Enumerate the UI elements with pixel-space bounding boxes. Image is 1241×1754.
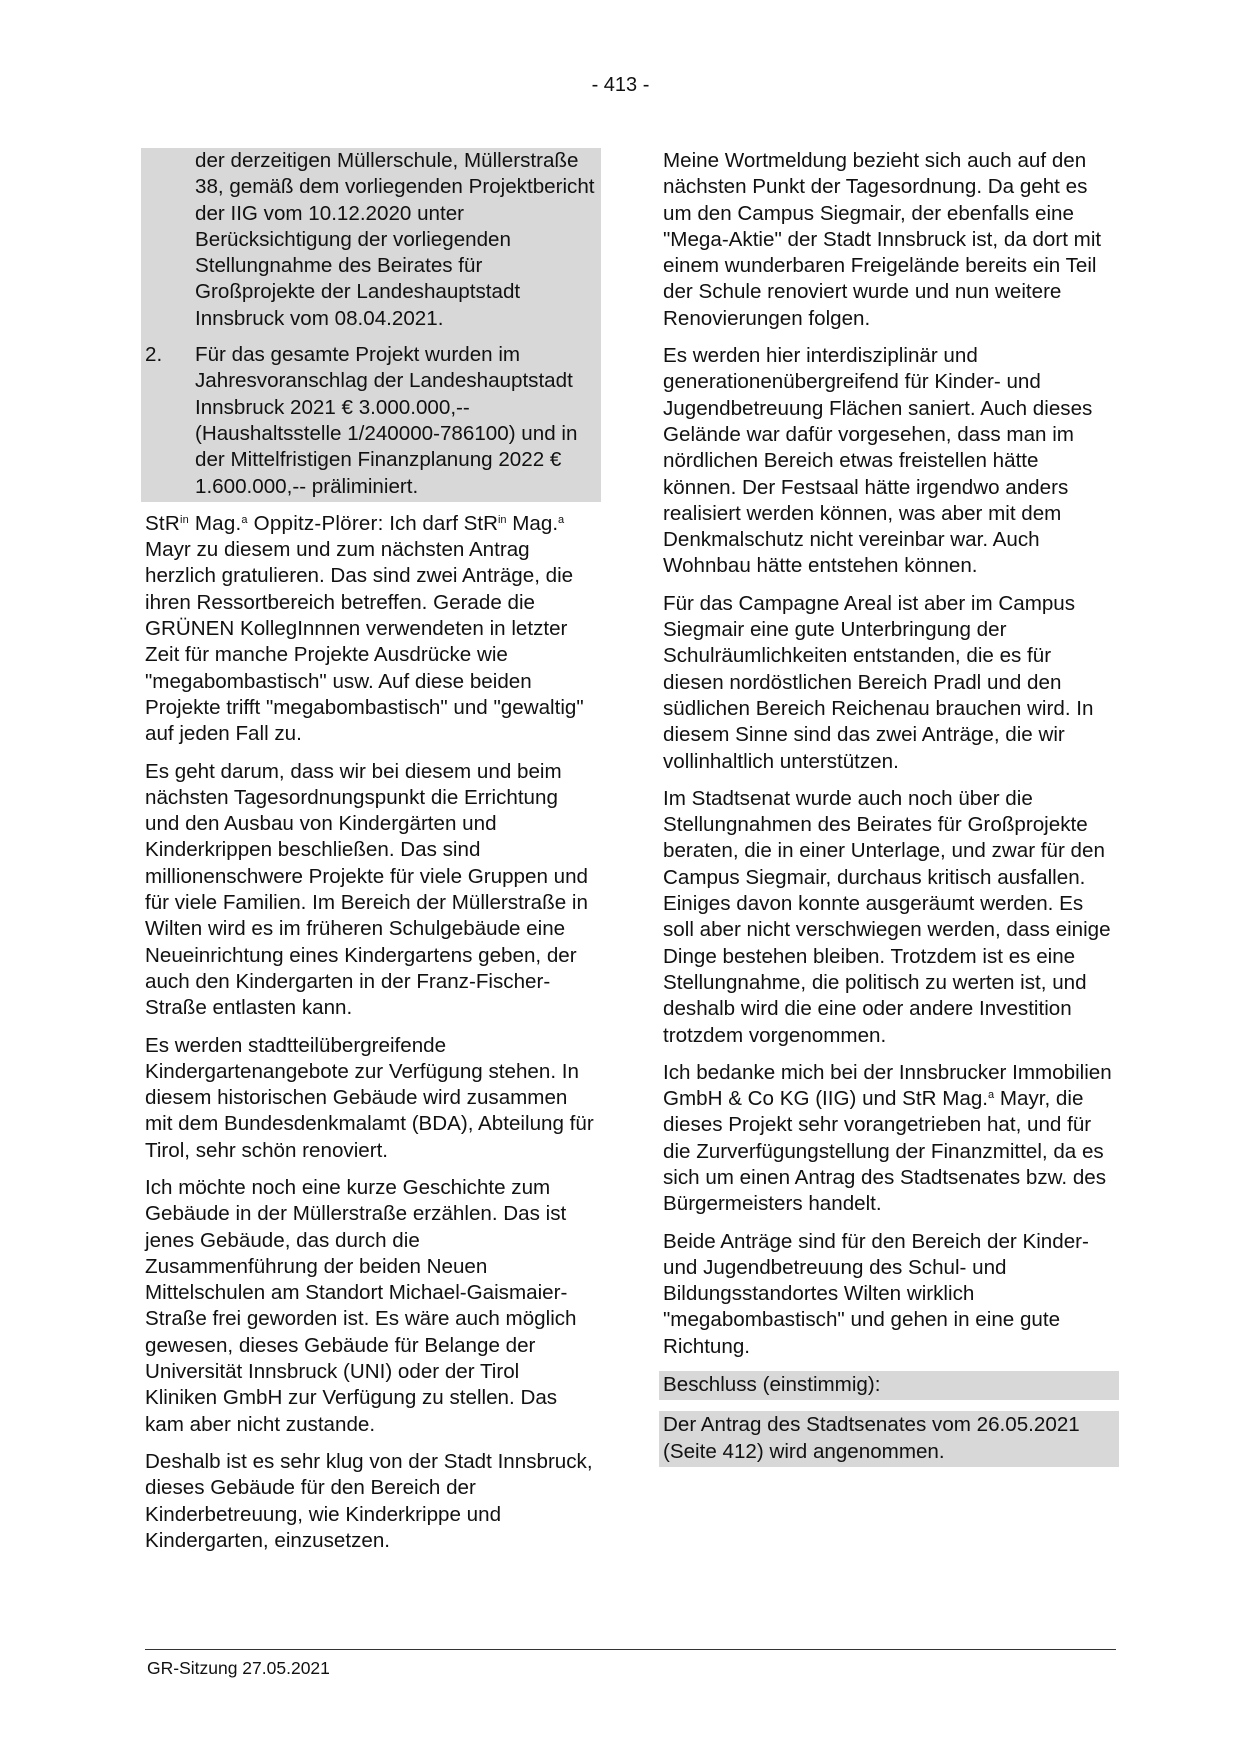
motion-item-2 (145, 342, 597, 500)
motion-item-text: Für das gesamte Projekt wurden im Jahresvoranschlag der Landeshauptstadt Innsbruck 2021 € 3.000.000,-- (Haushaltsstelle 1/240000-786100) und in der Mittelfristigen Finanzplanung 2022 € 1.600.000,-- präliminiert. (195, 343, 578, 498)
speech-paragraph: Meine Wortmeldung bezieht sich auch auf den nächsten Punkt der Tagesordnung. Da geht es um den Campus Siegmair, der ebenfalls eine "Mega-Aktie" der Stadt Innsbruck ist, da dort mit einem wunderbaren Freigelände bereits ein Teil der Schule renoviert wurde und nun weitere Renovierungen folgen. (663, 149, 1102, 330)
speech-paragraph: Es werden stadtteilübergreifende Kindergartenangebote zur Verfügung stehen. In diesem historischen Gebäude wird zusammen mit dem Bundesdenkmalamt (BDA), Abteilung für Tirol, sehr schön renoviert. (145, 1033, 594, 1162)
speech-paragraph-thanks: Ich bedanke mich bei der Innsbrucker Immobilien GmbH & Co KG (IIG) und StR Mag.$^a$ Mayr, die dieses Projekt sehr vorangetrieben hat, und für die Zurverfügungstellung der Finanzmittel, da es sich um einen Antrag des Stadtsenates bzw. des Bürgermeisters handelt. (663, 1060, 1112, 1216)
speech-paragraph: Es werden hier interdisziplinär und generationenübergreifend für Kinder- und Jugendbetreuung Flächen saniert. Auch dieses Gelände war dafür vorgesehen, dass man im nördlichen Bereich etwas freistellen hätte können. Der Festsaal hätte irgendwo anders realisiert werden können, was aber mit dem Denkmalschutz nicht vereinbar war. Auch Wohnbau hätte entstehen können. (663, 344, 1093, 578)
footer-session-date: GR-Sitzung 27.05.2021 (147, 1658, 330, 1678)
speech-paragraph: Deshalb ist es sehr klug von der Stadt Innsbruck, dieses Gebäude für den Bereich der Kinderbetreuung, wie Kinderkrippe und Kindergarten, einzusetzen. (145, 1449, 593, 1552)
page-number: - 413 - (591, 74, 650, 96)
speech-paragraph-closing: Beide Anträge sind für den Bereich der Kinder- und Jugendbetreuung des Schul- und Bildungsstandortes Wilten wirklich "megabombastisch" und gehen in eine gute Richtung. (663, 1229, 1089, 1358)
speech-paragraph-intro: StR$^{in}$ Mag.$^a$ Oppitz-Plörer: Ich darf StR$^{in}$ Mag.$^a$ Mayr zu diesem und zum nächsten Antrag herzlich gratulieren. Das sind zwei Anträge, die ihren Ressortbereich betreffen. Gerade die GRÜNEN KollegInnnen verwendeten in letzter Zeit für manche Projekte Ausdrücke wie "megabombastisch" usw. Auf diese beiden Projekte trifft "megabombastisch" und "gewaltig" auf jeden Fall zu. (145, 511, 584, 746)
left-column (145, 148, 597, 1565)
decision-text: Der Antrag des Stadtsenates vom 26.05.2021 (Seite 412) wird angenommen. (659, 1411, 1119, 1467)
right-column (663, 148, 1115, 1467)
speech-paragraph: Ich möchte noch eine kurze Geschichte zum Gebäude in der Müllerstraße erzählen. Das ist jenes Gebäude, das durch die Zusammenführung der beiden Neuen Mittelschulen am Standort Michael-Gaismaier-Straße frei geworden ist. Es wäre auch möglich gewesen, dieses Gebäude für Belange der Universität Innsbruck (UNI) oder der Tirol Kliniken GmbH zur Verfügung zu stellen. Das kam aber nicht zustande. (145, 1175, 577, 1436)
motion-continuation: der derzeitigen Müllerschule, Müllerstraße 38, gemäß dem vorliegenden Projektbericht der IIG vom 10.12.2020 unter Berücksichtigung der vorliegenden Stellungnahme des Beirates für Großprojekte der Landeshauptstadt Innsbruck vom 08.04.2021. (195, 149, 595, 330)
motion-text-block (141, 148, 601, 502)
motion-item-number: 2. (145, 343, 163, 367)
footer-divider (145, 1649, 1116, 1650)
speech-paragraph: Es geht darum, dass wir bei diesem und beim nächsten Tagesordnungspunkt die Errichtung und den Ausbau von Kindergärten und Kinderkrippen beschließen. Das sind millionenschwere Projekte für viele Gruppen und für viele Familien. Im Bereich der Müllerstraße in Wilten wird es im früheren Schulgebäude eine Neueinrichtung eines Kindergartens geben, der auch den Kindergarten in der Franz-Fischer-Straße entlasten kann. (145, 759, 588, 1020)
decision-label: Beschluss (einstimmig): (659, 1371, 1119, 1400)
speech-paragraph: Für das Campagne Areal ist aber im Campus Siegmair eine gute Unterbringung der Schulräumlichkeiten entstanden, die es für diesen nordöstlichen Bereich Pradl und den südlichen Bereich Reichenau brauchen wird. In diesem Sinne sind das zwei Anträge, die wir vollinhaltlich unterstützen. (663, 591, 1094, 773)
speaker-name: StR$^{in}$ Mag.$^a$ Oppitz-Plörer: (145, 511, 384, 535)
speech-paragraph: Im Stadtsenat wurde auch noch über die Stellungnahmen des Beirates für Großprojekte beraten, die in einer Unterlage, und zwar für den Campus Siegmair, durchaus kritisch ausfallen. Einiges davon konnte ausgeräumt werden. Es soll aber nicht verschwiegen werden, dass einige Dinge bestehen bleiben. Trotzdem ist es eine Stellungnahme, die politisch zu werten ist, und deshalb wird die eine oder andere Investition trotzdem vorgenommen. (663, 786, 1111, 1047)
